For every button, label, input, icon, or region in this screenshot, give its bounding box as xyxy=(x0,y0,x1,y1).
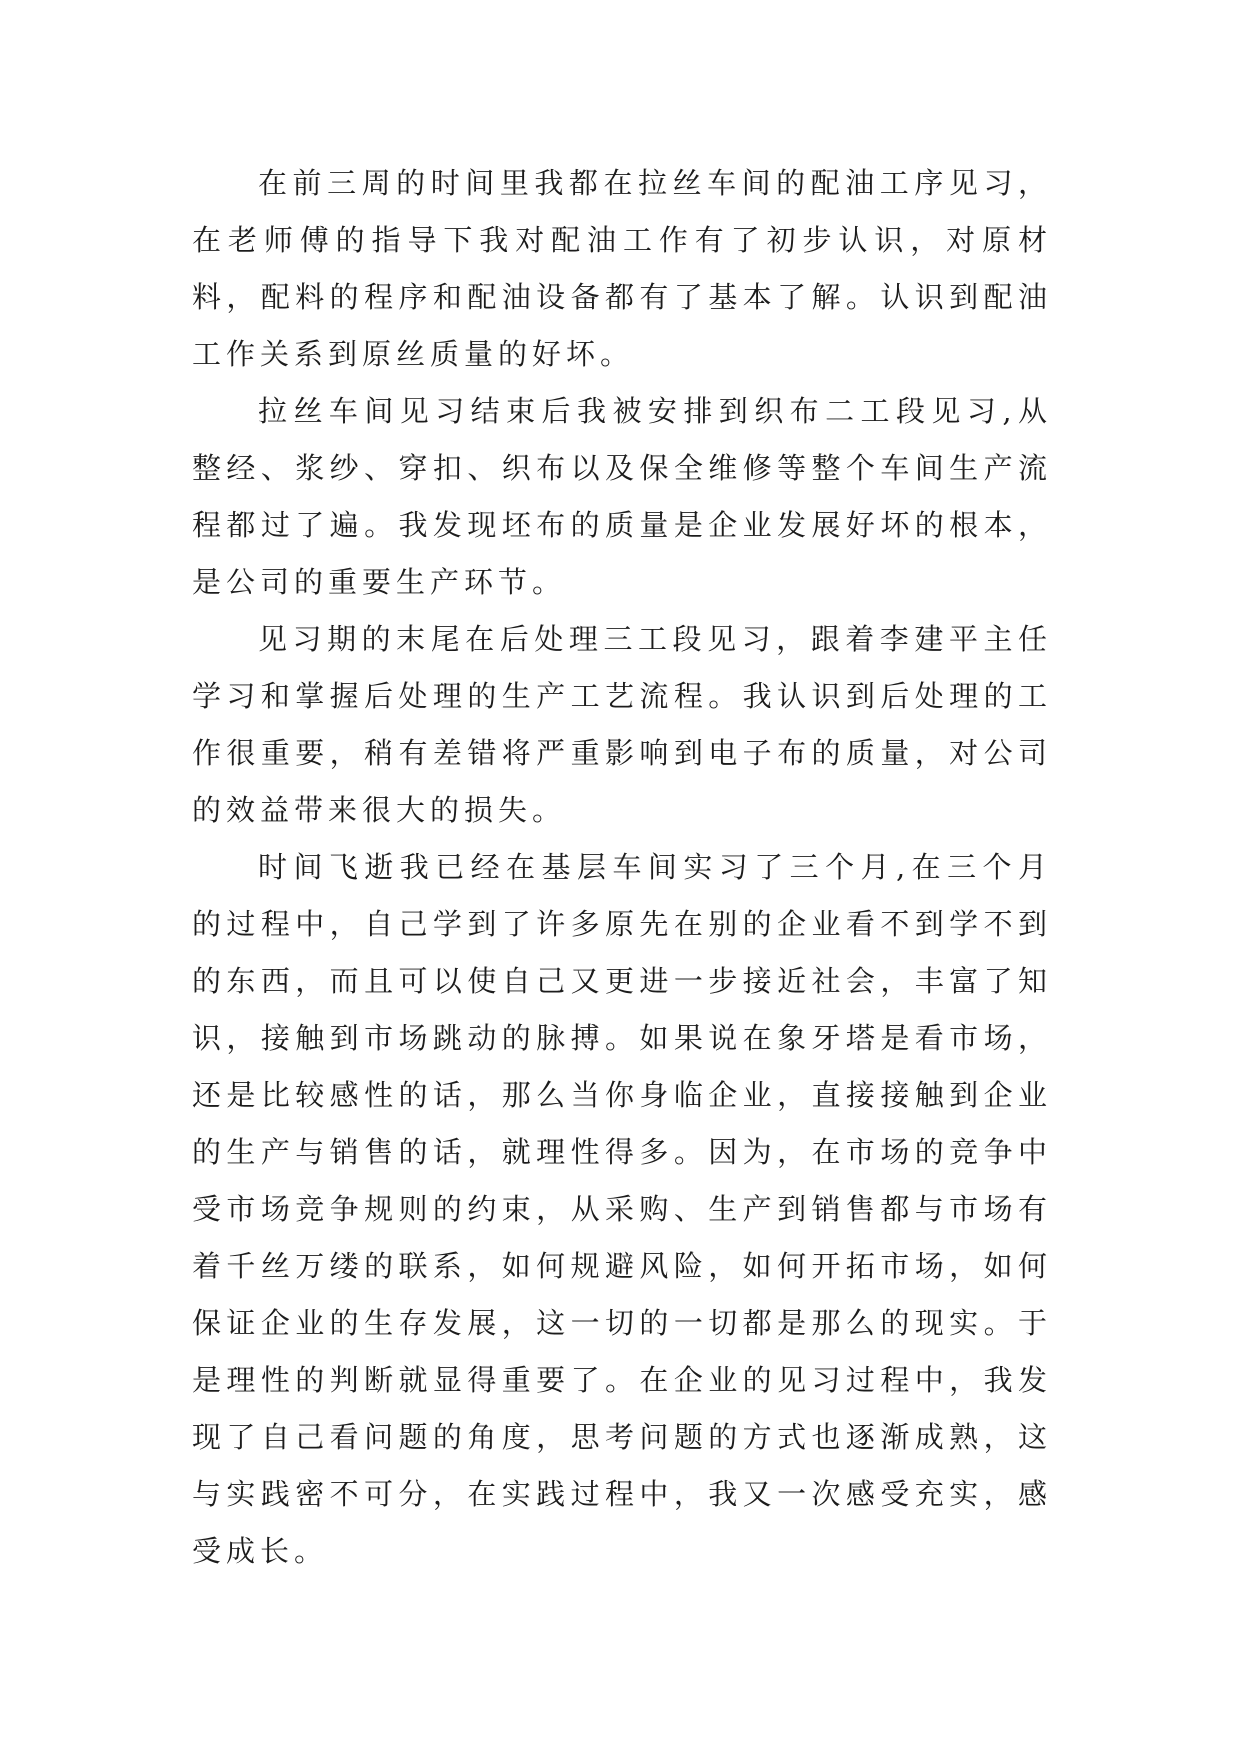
paragraph: 在前三周的时间里我都在拉丝车间的配油工序见习，在老师傅的指导下我对配油工作有了初步认识，对原材料，配料的程序和配油设备都有了基本了解。认识到配油工作关系到原丝质量的好坏。 xyxy=(192,166,1052,371)
document-body xyxy=(192,155,1052,1580)
paragraph: 时间飞逝我已经在基层车间实习了三个月,在三个月的过程中，自己学到了许多原先在别的企业看不到学不到的东西，而且可以使自己又更进一步接近社会，丰富了知识，接触到市场跳动的脉搏。如果说在象牙塔是看市场，还是比较感性的话，那么当你身临企业，直接接触到企业的生产与销售的话，就理性得多。因为，在市场的竞争中受市场竞争规则的约束，从采购、生产到销售都与市场有着千丝万缕的联系，如何规避风险，如何开拓市场，如何保证企业的生存发展，这一切的一切都是那么的现实。于是理性的判断就显得重要了。在企业的见习过程中，我发现了自己看问题的角度，思考问题的方式也逐渐成熟，这与实践密不可分，在实践过程中，我又一次感受充实，感受成长。 xyxy=(192,850,1052,1568)
paragraph: 见习期的末尾在后处理三工段见习，跟着李建平主任学习和掌握后处理的生产工艺流程。我认识到后处理的工作很重要，稍有差错将严重影响到电子布的质量，对公司的效益带来很大的损失。 xyxy=(192,622,1052,827)
paragraph: 拉丝车间见习结束后我被安排到织布二工段见习,从整经、浆纱、穿扣、织布以及保全维修等整个车间生产流程都过了遍。我发现坯布的质量是企业发展好坏的根本，是公司的重要生产环节。 xyxy=(192,394,1052,599)
